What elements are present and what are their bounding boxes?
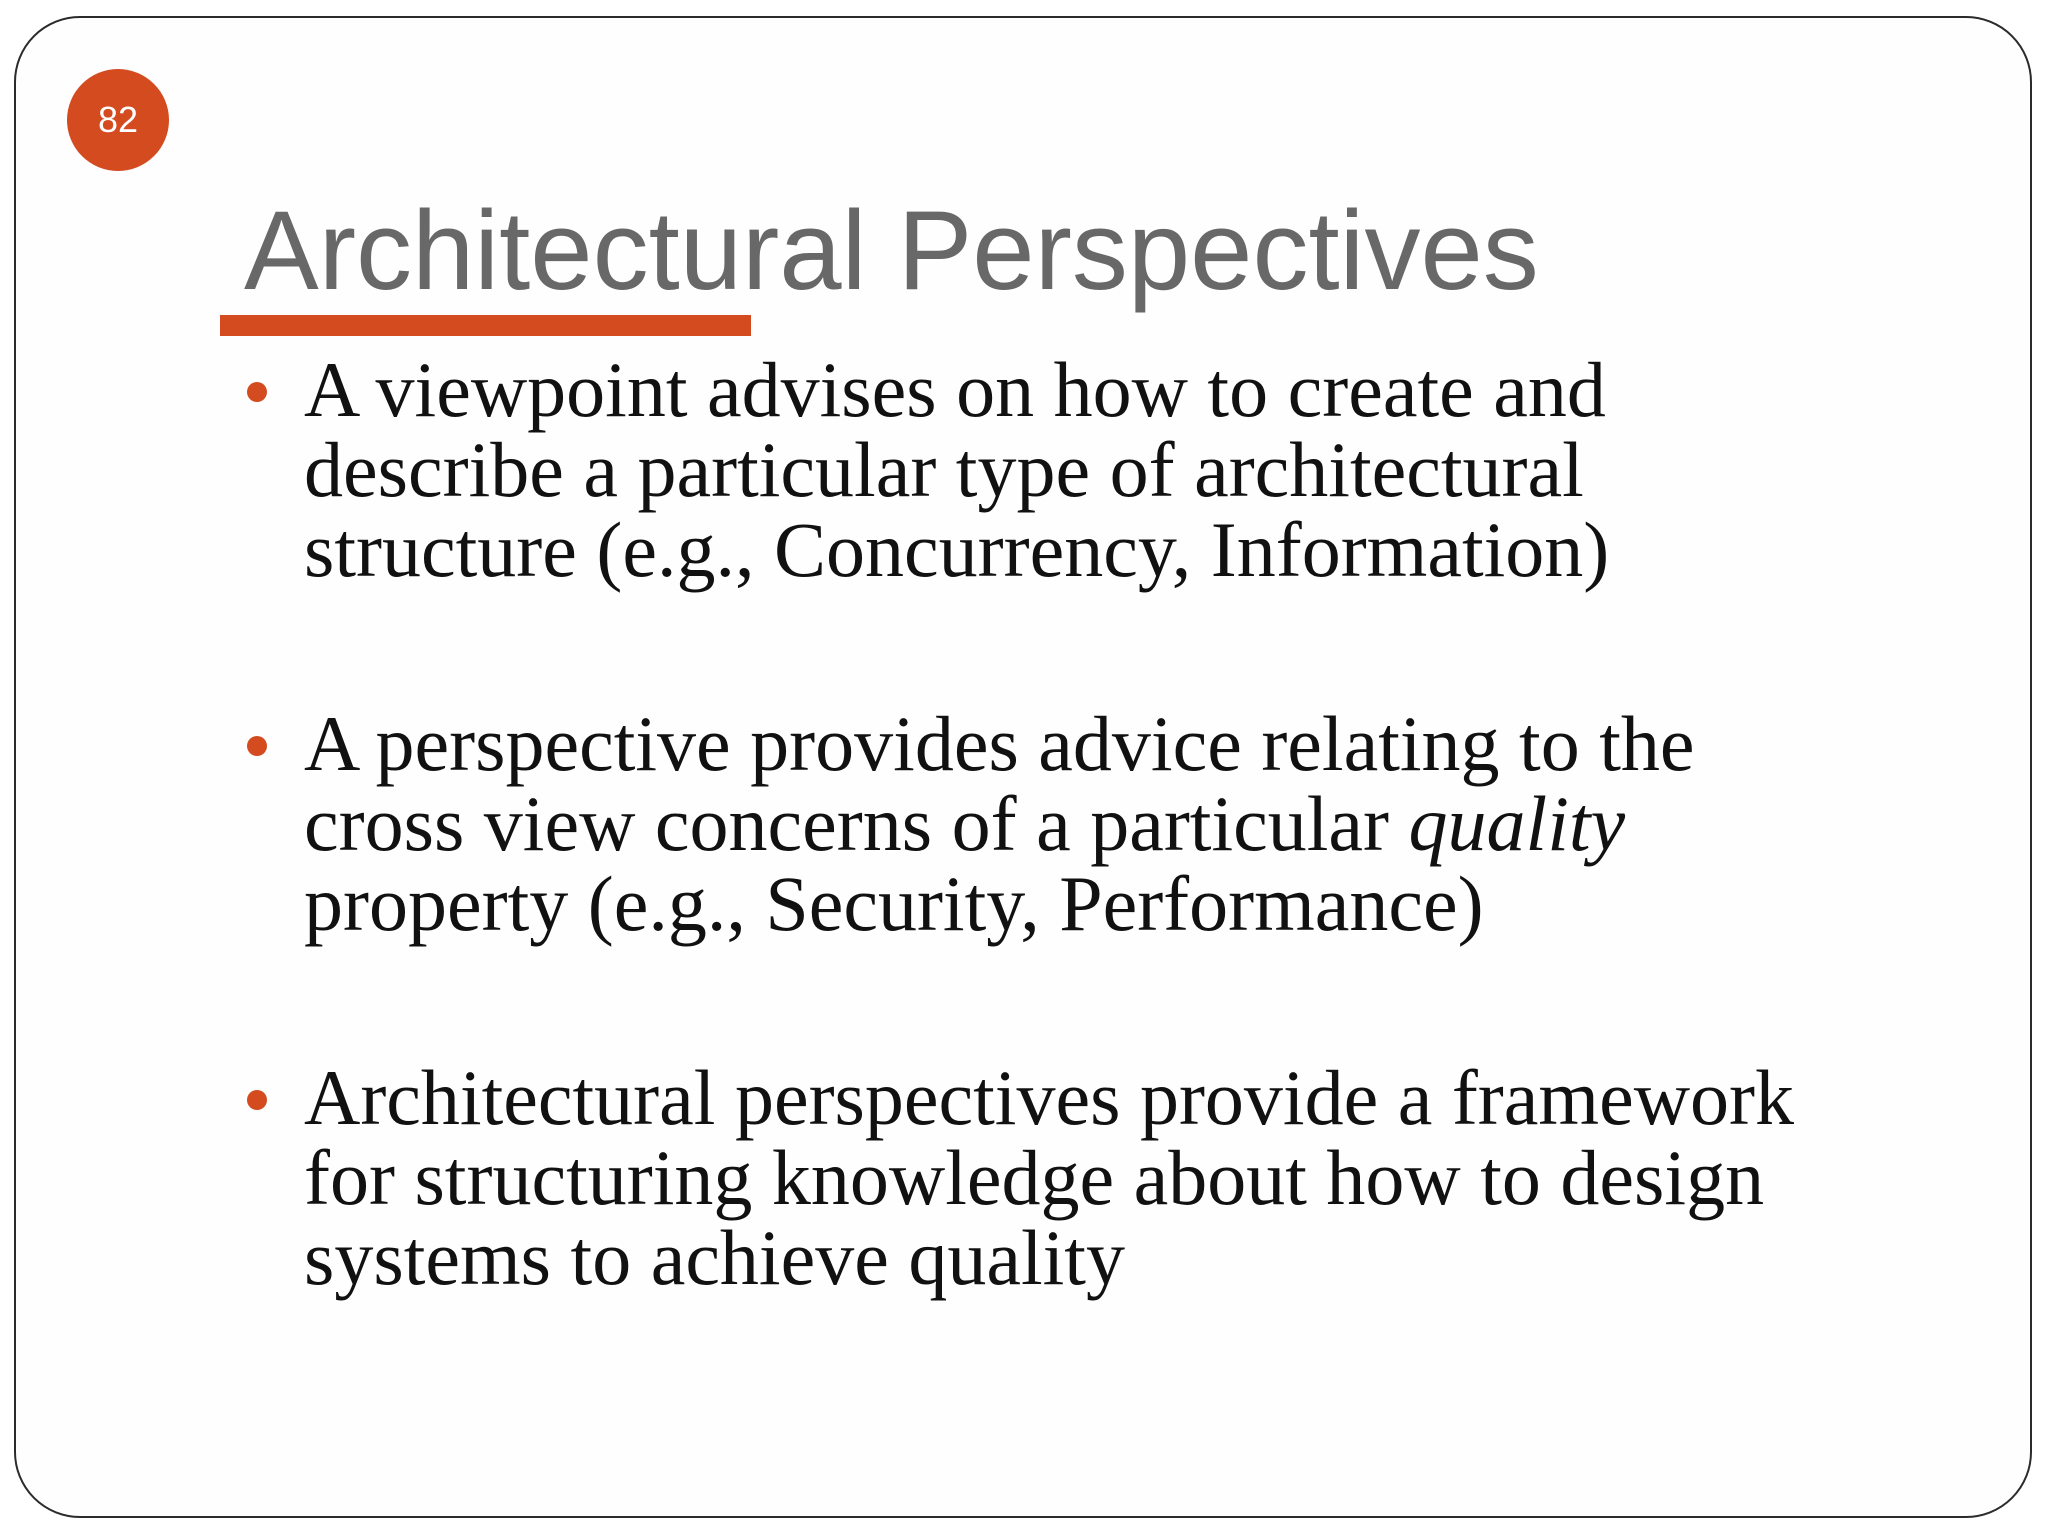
title-underline [220,315,751,336]
page-number-badge: 82 [67,69,169,171]
bullet-text-line: structure (e.g., Concurrency, Information) [304,506,1610,593]
bullet-text-line: describe a particular type of architectural [304,426,1584,513]
bullet-icon [247,1090,267,1110]
bullet-item-perspective [304,700,1944,947]
bullet-text-line: systems to achieve quality [304,1214,1125,1301]
emphasis-quality: quality [1408,780,1626,867]
bullet-icon [247,382,267,402]
bullet-text-line [304,780,1944,867]
bullet-text-line: Architectural perspectives provide a framework [304,1054,1794,1141]
bullet-item-viewpoint [304,346,1944,593]
bullet-item-framework [304,1054,1944,1301]
bullet-text-line: for structuring knowledge about how to design [304,1134,1765,1221]
slide-title: Architectural Perspectives [244,188,1539,313]
bullet-text-line: property (e.g., Security, Performance) [304,860,1484,947]
bullet-text-line: A viewpoint advises on how to create and [304,346,1606,433]
bullet-icon [247,736,267,756]
slide [14,16,2032,1518]
bullet-text-prefix: cross view concerns of a particular [304,780,1409,867]
bullet-text-line: A perspective provides advice relating to the [304,700,1695,787]
